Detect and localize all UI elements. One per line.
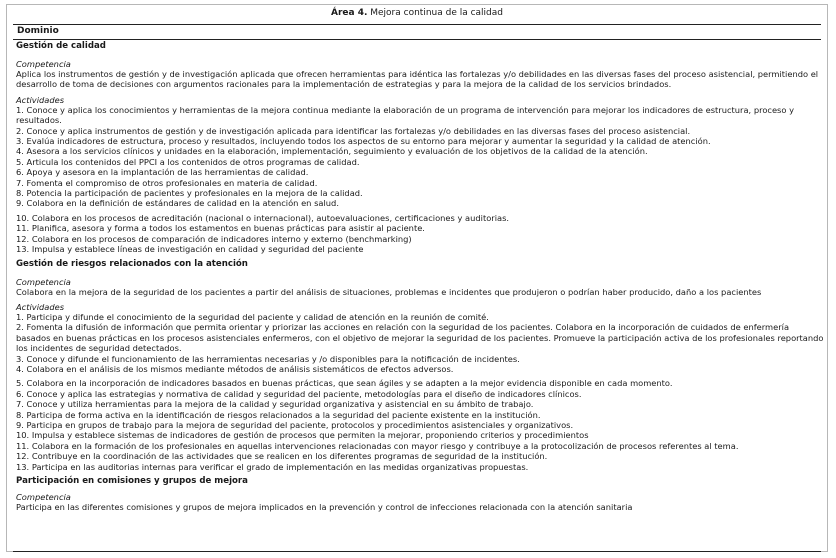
list-item: 10. Impulsa y establece sistemas de indicadores de gestión de procesos que permiten la mejorar, proponiendo criterios y procedimientos bbox=[16, 430, 589, 441]
list-item: 12. Colabora en los procesos de comparación de indicadores interno y externo (benchmarking) bbox=[16, 233, 412, 244]
list-item: 7. Fomenta el compromiso de otros profesionales en materia de calidad. bbox=[16, 177, 318, 188]
section-heading: Gestión de calidad bbox=[16, 41, 106, 51]
section-gestion-riesgos bbox=[16, 259, 824, 473]
column-header-dominio: Dominio bbox=[17, 26, 59, 36]
competencia-text: Participa en las diferentes comisiones y grupos de mejora implicados en la prevención y control de infecciones relacionada con la atención sanitaria bbox=[16, 502, 633, 512]
list-item: 2. Conoce y aplica instrumentos de gestión y de investigación aplicada para identificar las fortalezas y/o debilidades en las diversas fases del proceso asistencial. bbox=[16, 125, 691, 136]
list-item: 8. Potencia la participación de pacientes y profesionales en la mejora de la calidad. bbox=[16, 188, 363, 199]
list-item: 13. Participa en las auditorias internas para verificar el grado de implementación en las medidas organizativas propuestas. bbox=[16, 461, 529, 472]
list-item: 9. Participa en grupos de trabajo para la mejora de seguridad del paciente, protocolos y procedimientos asistenciales y organizativos. bbox=[16, 419, 574, 430]
list-item: 6. Conoce y aplica las estrategias y normativa de calidad y seguridad del paciente, metodologías para el diseño de indicadores clínicos. bbox=[16, 388, 582, 399]
list-item: 1. Conoce y aplica los conocimientos y herramientas de la mejora continua mediante la elaboración de un programa de intervención para mejorar los indicadores de estructura, proceso y resultados. bbox=[16, 104, 795, 126]
competencia-label: Competencia bbox=[16, 276, 71, 287]
table-title bbox=[7, 7, 827, 19]
actividades-label: Actividades bbox=[16, 301, 65, 312]
list-item: 9. Colabora en la definición de estándares de calidad en la atención en salud. bbox=[16, 198, 339, 209]
list-item: 13. Impulsa y establece líneas de investigación en calidad y seguridad del paciente bbox=[16, 244, 364, 255]
list-item: 12. Contribuye en la coordinación de las actividades que se realicen en los diferentes programas de seguridad de la institución. bbox=[16, 451, 548, 462]
competencia-label: Competencia bbox=[16, 492, 71, 502]
section-heading: Gestión de riesgos relacionados con la atención bbox=[16, 258, 248, 269]
table-body bbox=[16, 38, 824, 514]
list-item: 7. Conoce y utiliza herramientas para la mejora de la calidad y seguridad organizativa y asistencial en su ámbito de trabajo. bbox=[16, 399, 534, 410]
list-item: 10. Colabora en los procesos de acreditación (nacional o internacional), autoevaluaciones, certificaciones y auditorias. bbox=[16, 212, 510, 223]
section-gestion-calidad bbox=[16, 41, 824, 255]
list-item: 6. Apoya y asesora en la implantación de las herramientas de calidad. bbox=[16, 167, 309, 178]
competencia-label: Competencia bbox=[16, 59, 71, 69]
divider-top bbox=[13, 24, 821, 25]
section-comisiones bbox=[16, 476, 824, 512]
activity-list-continued bbox=[16, 213, 824, 255]
activity-list-continued bbox=[16, 378, 824, 472]
list-item: 3. Evalúa indicadores de estructura, proceso y resultados, incluyendo todos los aspectos de su entorno para mejorar y aumentar la seguridad y la calidad de atención. bbox=[16, 136, 711, 147]
list-item: 11. Planifica, asesora y forma a todos los estamentos en buenas prácticas para asistir al paciente. bbox=[16, 223, 425, 234]
list-item: 3. Conoce y difunde el funcionamiento de las herramientas necesarias y /o disponibles para la notificación de incidentes. bbox=[16, 353, 520, 364]
competencia-text: Aplica los instrumentos de gestión y de investigación aplicada que ofrecen herramientas para idéntica las fortalezas y/o debilidades en las diversas fases del proceso asistencial, permitiendo el desarrollo de toma de decisiones con argumentos racionales para la implementación de estrategias y para la mejora de la calidad de los servicios brindados. bbox=[16, 69, 819, 90]
list-item: 8. Participa de forma activa en la identificación de riesgos relacionados a la seguridad del paciente existente en la institución. bbox=[16, 409, 541, 420]
divider-bottom bbox=[13, 551, 821, 552]
list-item: 5. Articula los contenidos del PPCI a los contenidos de otros programas de calidad. bbox=[16, 156, 360, 167]
list-item: 4. Colabora en el análisis de los mismos mediante métodos de análisis sistemáticos de efectos adversos. bbox=[16, 363, 454, 374]
list-item: 2. Fomenta la difusión de información que permita orientar y priorizar las acciones en relación con la seguridad de los pacientes. Colabora en la incorporación de cuidados de enfermería basados en buenas prácticas en los procesos asistenciales enfermeros, con el objetivo de mejorar la seguridad de los pacientes. Promueve la participación activa de los profesionales reportando los incidentes de seguridad detectados. bbox=[16, 322, 824, 354]
title-text: Mejora continua de la calidad bbox=[367, 8, 504, 18]
section-heading: Participación en comisiones y grupos de mejora bbox=[16, 476, 248, 486]
list-item: 5. Colabora en la incorporación de indicadores basados en buenas prácticas, que sean ágiles y se adapten a la mejor evidencia disponible en cada momento. bbox=[16, 378, 673, 389]
activity-list bbox=[16, 105, 824, 209]
list-item: 1. Participa y difunde el conocimiento de la seguridad del paciente y calidad de atención en la reunión de comité. bbox=[16, 311, 489, 322]
actividades-label: Actividades bbox=[16, 94, 65, 105]
activity-list bbox=[16, 312, 824, 374]
list-item: 11. Colabora en la formación de los profesionales en aquellas intervenciones relacionadas con mayor riesgo y contribuye a la protocolización de procesos referentes al tema. bbox=[16, 440, 739, 451]
list-item: 4. Asesora a los servicios clínicos y unidades en la elaboración, implementación, seguimiento y evaluación de los objetivos de la calidad de la atención. bbox=[16, 146, 648, 157]
competencia-text: Colabora en la mejora de la seguridad de los pacientes a partir del análisis de situaciones, problemas e incidentes que produjeron o podrían haber producido, daño a los pacientes bbox=[16, 286, 762, 297]
title-area: Área 4. bbox=[330, 8, 368, 18]
